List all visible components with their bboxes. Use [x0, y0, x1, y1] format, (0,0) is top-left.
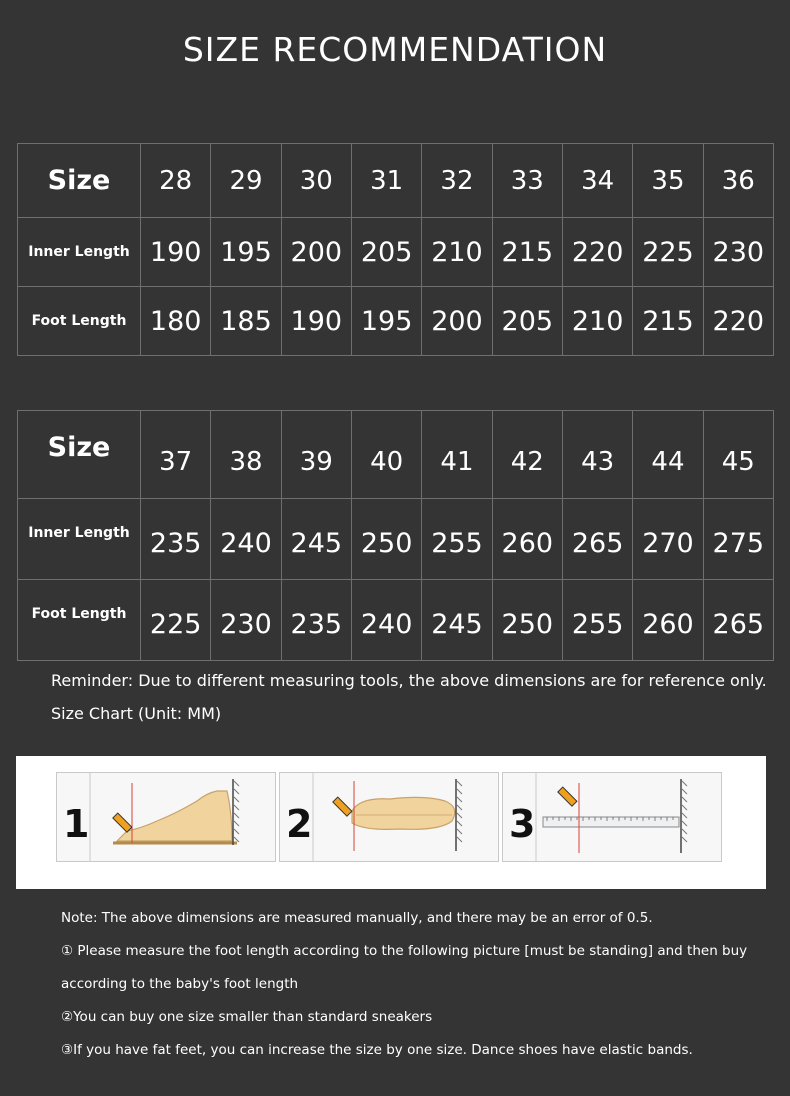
- size-cell: 45: [703, 411, 773, 499]
- inner-length-cell: 220: [562, 218, 632, 287]
- foot-length-cell: 190: [281, 287, 351, 356]
- foot-length-cell: 215: [633, 287, 703, 356]
- foot-length-cell: 205: [492, 287, 562, 356]
- size-cell: 29: [211, 144, 281, 218]
- foot-top-illustration: [280, 773, 498, 861]
- foot-length-cell: 225: [141, 580, 211, 661]
- inner-length-cell: 260: [492, 499, 562, 580]
- inner-length-label: Inner Length: [18, 499, 141, 580]
- size-cell: 38: [211, 411, 281, 499]
- foot-length-cell: 195: [351, 287, 421, 356]
- size-row-label: Size: [18, 411, 141, 499]
- foot-length-cell: 250: [492, 580, 562, 661]
- size-row: [18, 144, 774, 218]
- size-cell: 39: [281, 411, 351, 499]
- inner-length-cell: 205: [351, 218, 421, 287]
- foot-length-cell: 220: [703, 287, 773, 356]
- measure-step-2: [279, 772, 499, 862]
- inner-length-cell: 235: [141, 499, 211, 580]
- inner-length-cell: 190: [141, 218, 211, 287]
- inner-length-cell: 200: [281, 218, 351, 287]
- foot-length-row: [18, 287, 774, 356]
- size-cell: 34: [562, 144, 632, 218]
- size-cell: 43: [562, 411, 632, 499]
- size-cell: 41: [422, 411, 492, 499]
- size-cell: 42: [492, 411, 562, 499]
- inner-length-cell: 275: [703, 499, 773, 580]
- inner-length-row: [18, 499, 774, 580]
- unit-text: Size Chart (Unit: MM): [51, 704, 222, 723]
- foot-length-cell: 210: [562, 287, 632, 356]
- foot-length-label: Foot Length: [18, 580, 141, 661]
- size-cell: 31: [351, 144, 421, 218]
- foot-length-cell: 245: [422, 580, 492, 661]
- size-cell: 37: [141, 411, 211, 499]
- note-line: Note: The above dimensions are measured manually, and there may be an error of 0.5.: [61, 910, 653, 926]
- foot-length-cell: 260: [633, 580, 703, 661]
- size-cell: 30: [281, 144, 351, 218]
- foot-length-cell: 235: [281, 580, 351, 661]
- step-number: 2: [286, 802, 313, 846]
- inner-length-row: [18, 218, 774, 287]
- note-line: ②You can buy one size smaller than standard sneakers: [61, 1009, 433, 1025]
- inner-length-cell: 195: [211, 218, 281, 287]
- reminder-block: [51, 664, 767, 730]
- size-cell: 33: [492, 144, 562, 218]
- inner-length-label: Inner Length: [18, 218, 141, 287]
- size-cell: 44: [633, 411, 703, 499]
- note-line: ③If you have fat feet, you can increase the size by one size. Dance shoes have elastic bands.: [61, 1042, 693, 1058]
- note-line: ① Please measure the foot length according to the following picture [must be standing] and then buy: [61, 943, 748, 959]
- foot-length-row: [18, 580, 774, 661]
- measure-step-1: [56, 772, 276, 862]
- foot-length-cell: 265: [703, 580, 773, 661]
- notes-block: [61, 902, 747, 1067]
- foot-length-cell: 255: [562, 580, 632, 661]
- foot-length-cell: 180: [141, 287, 211, 356]
- inner-length-cell: 225: [633, 218, 703, 287]
- inner-length-cell: 245: [281, 499, 351, 580]
- size-row-label: Size: [18, 144, 141, 218]
- foot-length-cell: 230: [211, 580, 281, 661]
- inner-length-cell: 230: [703, 218, 773, 287]
- inner-length-cell: 215: [492, 218, 562, 287]
- foot-length-cell: 185: [211, 287, 281, 356]
- note-line: according to the baby's foot length: [61, 976, 299, 992]
- inner-length-cell: 265: [562, 499, 632, 580]
- inner-length-cell: 250: [351, 499, 421, 580]
- size-cell: 28: [141, 144, 211, 218]
- ruler-illustration: [503, 773, 721, 861]
- foot-length-cell: 200: [422, 287, 492, 356]
- size-cell: 32: [422, 144, 492, 218]
- inner-length-cell: 240: [211, 499, 281, 580]
- foot-length-cell: 240: [351, 580, 421, 661]
- foot-length-label: Foot Length: [18, 287, 141, 356]
- size-cell: 36: [703, 144, 773, 218]
- size-cell: 40: [351, 411, 421, 499]
- measure-step-3: [502, 772, 722, 862]
- inner-length-cell: 255: [422, 499, 492, 580]
- size-row: [18, 411, 774, 499]
- measure-guide-panel: [16, 756, 766, 889]
- step-number: 1: [63, 802, 90, 846]
- inner-length-cell: 270: [633, 499, 703, 580]
- page-title: SIZE RECOMMENDATION: [182, 30, 608, 69]
- size-table-1: [17, 143, 774, 356]
- size-table-2: [17, 410, 774, 661]
- reminder-text: Reminder: Due to different measuring tools, the above dimensions are for reference only.: [51, 671, 767, 690]
- inner-length-cell: 210: [422, 218, 492, 287]
- step-number: 3: [509, 802, 536, 846]
- foot-side-illustration: [57, 773, 275, 861]
- size-cell: 35: [633, 144, 703, 218]
